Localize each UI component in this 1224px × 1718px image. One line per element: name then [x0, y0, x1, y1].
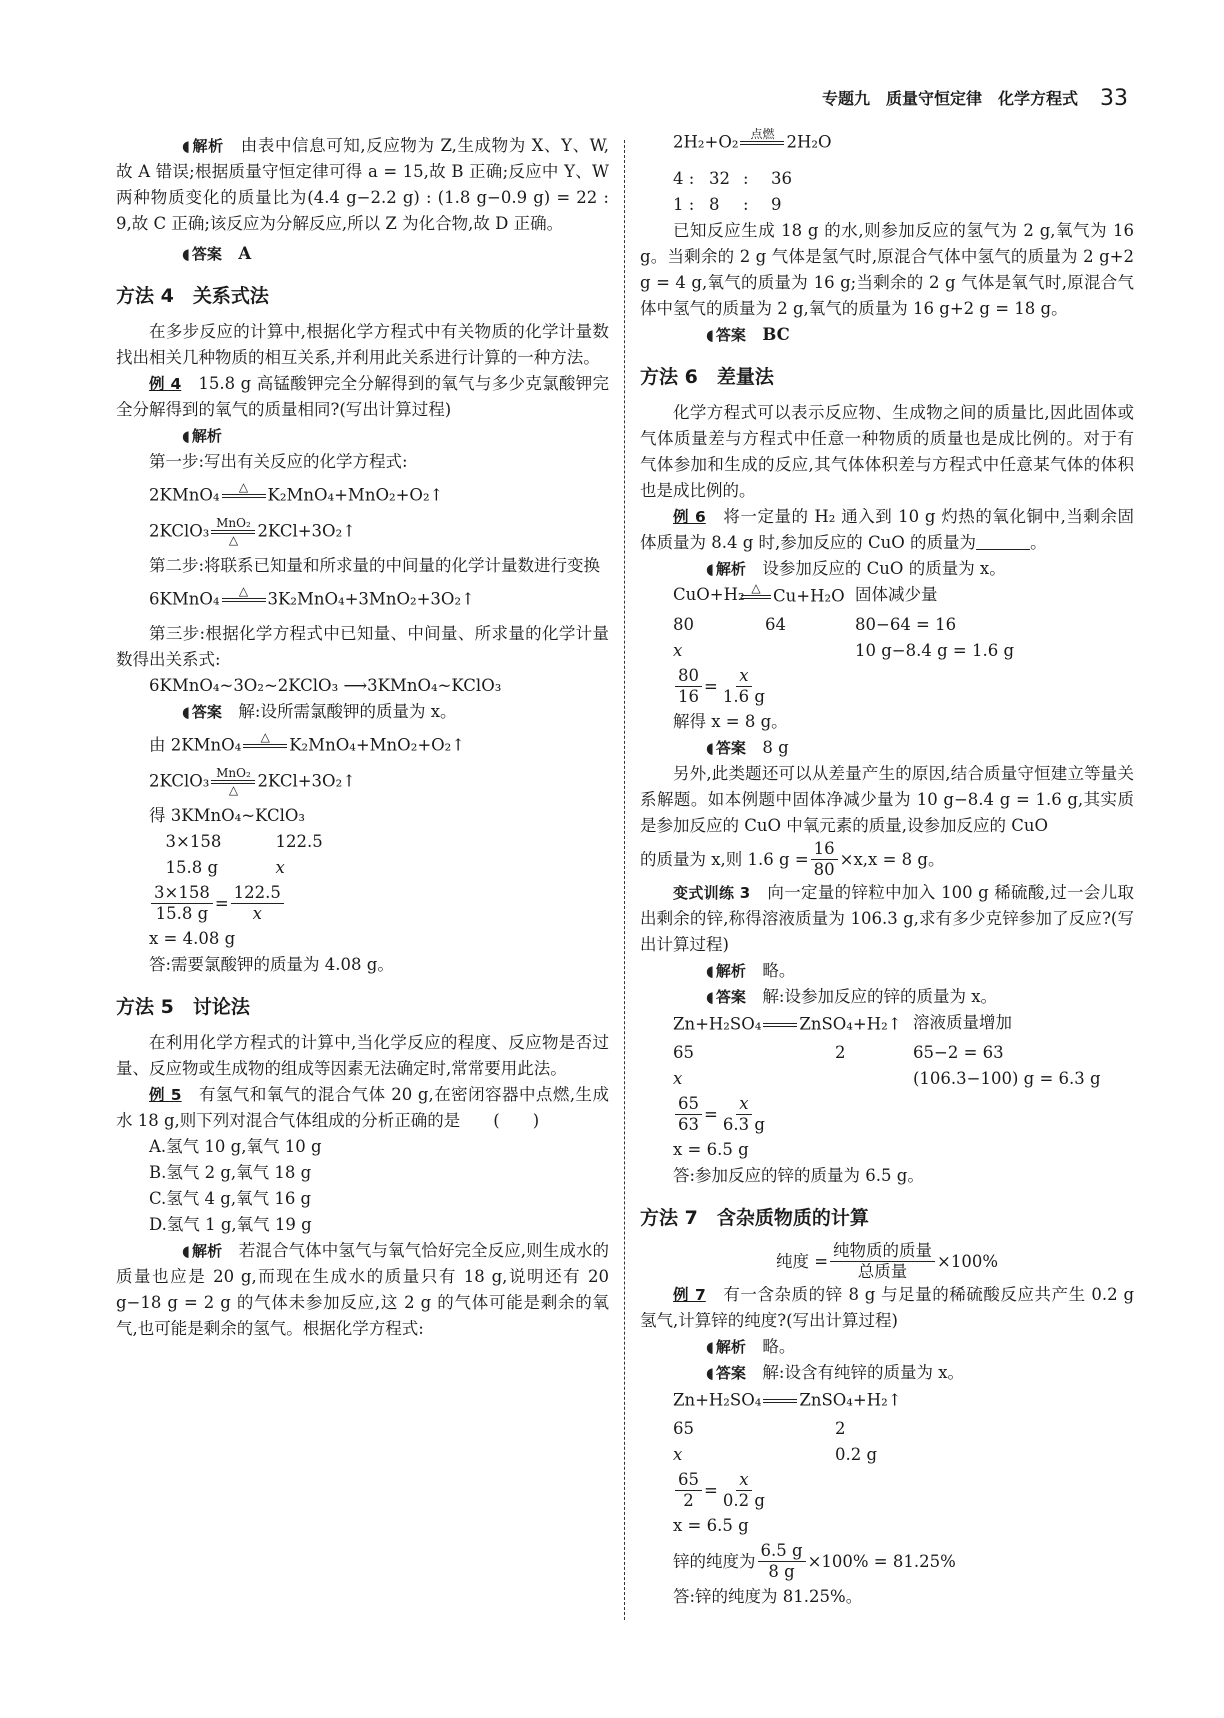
step-3: 第三步:根据化学方程式中已知量、中间量、所求量的化学计量数得出关系式: [116, 624, 609, 669]
method-4-desc: 在多步反应的计算中,根据化学方程式中有关物质的化学计量数找出相关几种物质的相互关系,并利用此关系进行计算的一种方法。 [116, 322, 609, 367]
option-a: A.氢气 10 g,氧气 10 g [149, 1137, 322, 1156]
get-relation: 得 3KMnO₄~KClO₃ [149, 806, 305, 825]
equation-kclo3-2: 2KClO₃ MnO₂ △ 2KCl+3O₂↑ [149, 766, 357, 797]
equation-cuo: CuO+H₂ [673, 585, 745, 604]
analysis-7: ◖ 解析 略。 [640, 1334, 1134, 1360]
equation-kmno4: 2KMnO₄ △ K₂MnO₄+MnO₂+O₂↑ [149, 480, 444, 505]
zn-row-1: 65 2 65−2 = 63 [673, 1043, 1004, 1062]
analysis-5: ◖ 解析 若混合气体中氢气与氧气恰好完全反应,则生成水的质量也应是 20 g,而现在生成水的质量只有 18 g,说明还有 20 g−18 g = 2 g 的气体未参加反应,这 2 g 的气体可能是剩余的氧气,也可能是剩余的氢气。根据化学方程式: [116, 1238, 609, 1342]
header-topic: 专题九 [821, 89, 870, 108]
cu-table-header: CuO+H₂ △ Cu+H₂O 固体减少量 [640, 582, 1134, 612]
page-header [822, 82, 1128, 116]
analysis-icon: ◖ [706, 560, 714, 578]
header-title1: 质量守恒定律 [885, 89, 982, 108]
example-6: 例 6 将一定量的 H₂ 通入到 10 g 灼热的氧化铜中,当剩余固体质量为 8.4 g 时,参加反应的 CuO 的质量为 。 [640, 507, 1135, 552]
left-column [116, 133, 609, 1342]
column-divider [624, 140, 625, 1620]
analysis-icon: ◖ [182, 427, 190, 445]
right-column [640, 128, 1134, 1610]
analysis-5-cont: 已知反应生成 18 g 的水,则参加反应的氢气为 2 g,氧气为 16 g。当剩余的 2 g 气体是氢气时,原混合气体中氢气的质量为 2 g+2 g = 4 g,氧气的质量为 16 g;当剩余的 2 g 气体是氧气时,原混合气体中氢气的质量为 2 g,氧气的质量为 16 g+2 g = 18 g。 [640, 221, 1134, 318]
equation-kclo3: 2KClO₃ MnO₂ △ 2KCl+3O₂↑ [149, 516, 357, 547]
final-answer-7: 答:锌的纯度为 81.25%。 [673, 1587, 863, 1606]
analysis-6: ◖ 解析 设参加反应的 CuO 的质量为 x。 [640, 556, 1134, 582]
answer-6: ◖ 答案 8 g [640, 735, 1134, 761]
z7-row-1: 65 2 [673, 1419, 846, 1438]
analysis-1: ◖ 解析 由表中信息可知,反应物为 Z,生成物为 X、Y、W,故 A 错误;根据质量守恒定律可得 a = 15,故 B 正确;反应中 Y、W 两种物质变化的质量比为(4.4 g−2.2 g) : (1.8 g−0.9 g) = 22 : 9,故 C 正确;该反应为分解反应,所以 Z 为化合物,故 D 正确。 [116, 133, 609, 237]
method-7-heading: 方法 7 含杂质物质的计算 [640, 1207, 869, 1229]
cu-row-2: x 10 g−8.4 g = 1.6 g [673, 641, 1015, 660]
relation-expression: 6KMnO₄~3O₂~2KClO₃ ⟶3KMnO₄~KClO₃ [149, 676, 502, 695]
example-5: 例 5 有氢气和氧气的混合气体 20 g,在密闭容器中点燃,生成水 18 g,则下列对混合气体组成的分析正确的是 ( ) [116, 1085, 609, 1130]
analysis-icon: ◖ [182, 137, 190, 155]
analysis-tr3: ◖ 解析 略。 [640, 958, 1134, 984]
zn-row-2: x (106.3−100) g = 6.3 g [673, 1069, 1101, 1088]
purity-calc: 锌的纯度为 $\frac{6.5 g}{8 g}$ ×100% = 81.25% [673, 1541, 956, 1581]
answer-icon: ◖ [182, 703, 190, 721]
result-4: x = 4.08 g [149, 929, 236, 948]
method-6-extra: 另外,此类题还可以从差量产生的原因,结合质量守恒建立等量关系解题。如本例题中固体净减少量为 10 g−8.4 g = 1.6 g,其实质是参加反应的 CuO 中氧元素的质量,设参加反应的 CuO [640, 764, 1134, 835]
answer-icon: ◖ [706, 739, 714, 757]
analysis-4: ◖ 解析 [116, 423, 609, 449]
method-5-desc: 在利用化学方程式的计算中,当化学反应的程度、反应物是否过量、反应物或生成物的组成等因素无法确定时,常常要用此法。 [116, 1033, 609, 1078]
answer-4: ◖ 答案 解:设所需氯酸钾的质量为 x。 [116, 699, 609, 725]
equation-h2o: 2H₂+O₂ 点燃 2H₂O [673, 127, 832, 152]
z7-row-2: x 0.2 g [673, 1445, 878, 1464]
method-6-extra-2: 的质量为 x,则 1.6 g = $\frac{16}{80}$ ×x,x = 8 g。 [640, 839, 945, 879]
ratio-h-2: 1 : 8 : 9 [673, 195, 782, 214]
solution-6: 解得 x = 8 g。 [673, 712, 788, 731]
step-1: 第一步:写出有关反应的化学方程式: [149, 452, 408, 471]
equation-zn: Zn+H₂SO₄ ZnSO₄+H₂↑ [673, 1014, 902, 1034]
final-answer-4: 答:需要氯酸钾的质量为 4.08 g。 [149, 955, 394, 974]
result-7: x = 6.5 g [673, 1516, 749, 1535]
analysis-icon: ◖ [706, 962, 714, 980]
ratio-row-2: 15.8 g x [165, 858, 285, 877]
example-7: 例 7 有一含杂质的锌 8 g 与足量的稀硫酸反应共产生 0.2 g 氢气,计算锌的纯度?(写出计算过程) [640, 1285, 1135, 1330]
answer-icon: ◖ [706, 988, 714, 1006]
ratio-h-1: 4 : 32 : 36 [673, 169, 792, 188]
proportion-tr3: $\frac{65}{63}$ = $\frac{x}{6.3 g}$ [640, 1094, 1134, 1135]
method-6-heading: 方法 6 差量法 [640, 366, 774, 388]
answer-7: ◖ 答案 解:设含有纯锌的质量为 x。 [640, 1360, 1134, 1386]
step-2: 第二步:将联系已知量和所求量的中间量的化学计量数进行变换 [149, 556, 601, 575]
answer-blank[interactable] [976, 533, 1030, 550]
ratio-row-1: 3×158 122.5 [165, 832, 323, 851]
option-b: B.氢气 2 g,氧气 18 g [149, 1163, 312, 1182]
result-tr3: x = 6.5 g [673, 1140, 749, 1159]
method-4-heading: 方法 4 关系式法 [116, 285, 269, 307]
method-6-desc: 化学方程式可以表示反应物、生成物之间的质量比,因此固体或气体质量差与方程式中任意一种物质的质量也是成比例的。对于有气体参加和生成的反应,其气体体积差与方程式中任意某气体的体积也是成比例的。 [640, 403, 1134, 500]
final-answer-tr3: 答:参加反应的锌的质量为 6.5 g。 [673, 1166, 924, 1185]
training-3: 变式训练 3 向一定量的锌粒中加入 100 g 稀硫酸,过一会儿取出剩余的锌,称得溶液质量为 106.3 g,求有多少克锌参加了反应?(写出计算过程) [640, 883, 1134, 954]
method-5-heading: 方法 5 讨论法 [116, 996, 250, 1018]
purity-formula: 纯度 = $\frac{\text{纯物质的质量}}{\text{总质量}}$ ×100% [775, 1241, 999, 1281]
proportion-4: $\frac{3\times 158}{15.8 g}$ = $\frac{122.5}{x}$ [116, 883, 609, 924]
answer-icon: ◖ [182, 245, 190, 263]
option-c: C.氢气 4 g,氧气 16 g [149, 1189, 312, 1208]
answer-1: ◖ 答案 A [116, 241, 609, 267]
option-d: D.氢气 1 g,氧气 19 g [149, 1215, 312, 1234]
page-number: 33 [1100, 86, 1128, 111]
example-4: 例 4 15.8 g 高锰酸钾完全分解得到的氧气与多少克氯酸钾完全分解得到的氧气的质量相同?(写出计算过程) [116, 374, 609, 419]
proportion-7: $\frac{65}{2}$ = $\frac{x}{0.2 g}$ [640, 1470, 1134, 1511]
answer-5: ◖ 答案 BC [640, 322, 1134, 348]
equation-from: 由 2KMnO₄ △ K₂MnO₄+MnO₂+O₂↑ [149, 730, 466, 755]
equation-6kmno4: 6KMnO₄ △ 3K₂MnO₄+3MnO₂+3O₂↑ [149, 584, 475, 609]
answer-tr3: ◖ 答案 解:设参加反应的锌的质量为 x。 [640, 984, 1134, 1010]
answer-icon: ◖ [706, 1364, 714, 1382]
analysis-icon: ◖ [706, 1338, 714, 1356]
answer-icon: ◖ [706, 326, 714, 344]
analysis-icon: ◖ [182, 1242, 190, 1260]
equation-zn-7: Zn+H₂SO₄ ZnSO₄+H₂↑ [673, 1390, 902, 1410]
proportion-6: $\frac{80}{16}$ = $\frac{x}{1.6 g}$ [640, 666, 1134, 707]
header-title2: 化学方程式 [997, 89, 1078, 108]
cu-row-1: 80 64 80−64 = 16 [673, 615, 957, 634]
zn-table-header: Zn+H₂SO₄ ZnSO₄+H₂↑ 溶液质量增加 [640, 1010, 1134, 1040]
